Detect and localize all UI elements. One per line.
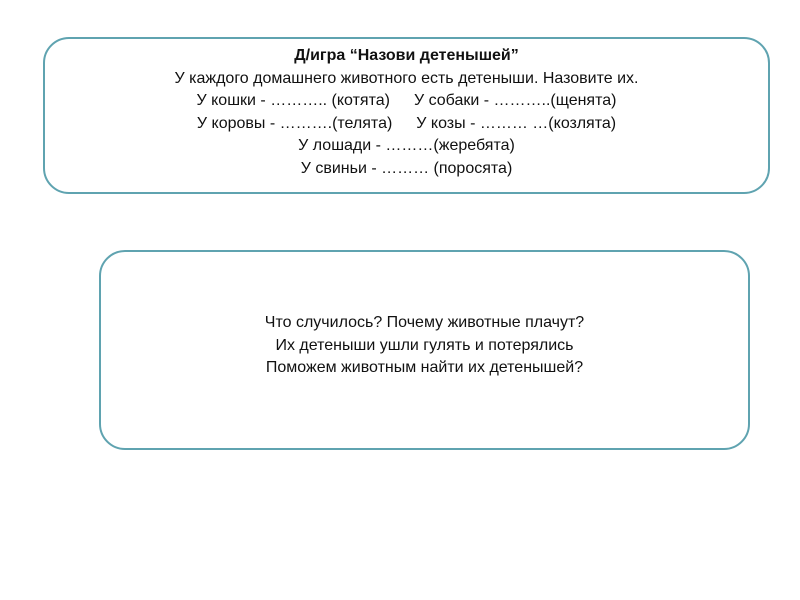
animal-cow-item: У коровы - ……….(телята) [196, 114, 393, 132]
animal-goat-item: У козы - ……… …(козлята) [416, 114, 617, 132]
animal-row-1 [197, 90, 617, 113]
animal-dog-item: У собаки - ………..(щенята) [413, 92, 617, 109]
game-intro: У каждого домашнего животного есть детеныши. Назовите их. [174, 69, 639, 87]
game-title: Д/игра “Назови детенышей” [294, 47, 519, 64]
animal-horse-item: У лошади - ………(жеребята) [298, 137, 515, 154]
animal-row-2 [197, 113, 616, 136]
animal-cat-item: У кошки - ……….. (котята) [196, 92, 390, 109]
game-instructions-box [43, 37, 770, 194]
story-box [99, 250, 750, 450]
animal-pig-item: У свиньи - ……… (поросята) [300, 159, 513, 177]
story-line-1: Что случилось? Почему животные плачут? [264, 314, 585, 332]
story-line-2: Их детеныши ушли гулять и потерялись [275, 336, 574, 354]
story-line-3: Поможем животным найти их детенышей? [265, 359, 584, 377]
